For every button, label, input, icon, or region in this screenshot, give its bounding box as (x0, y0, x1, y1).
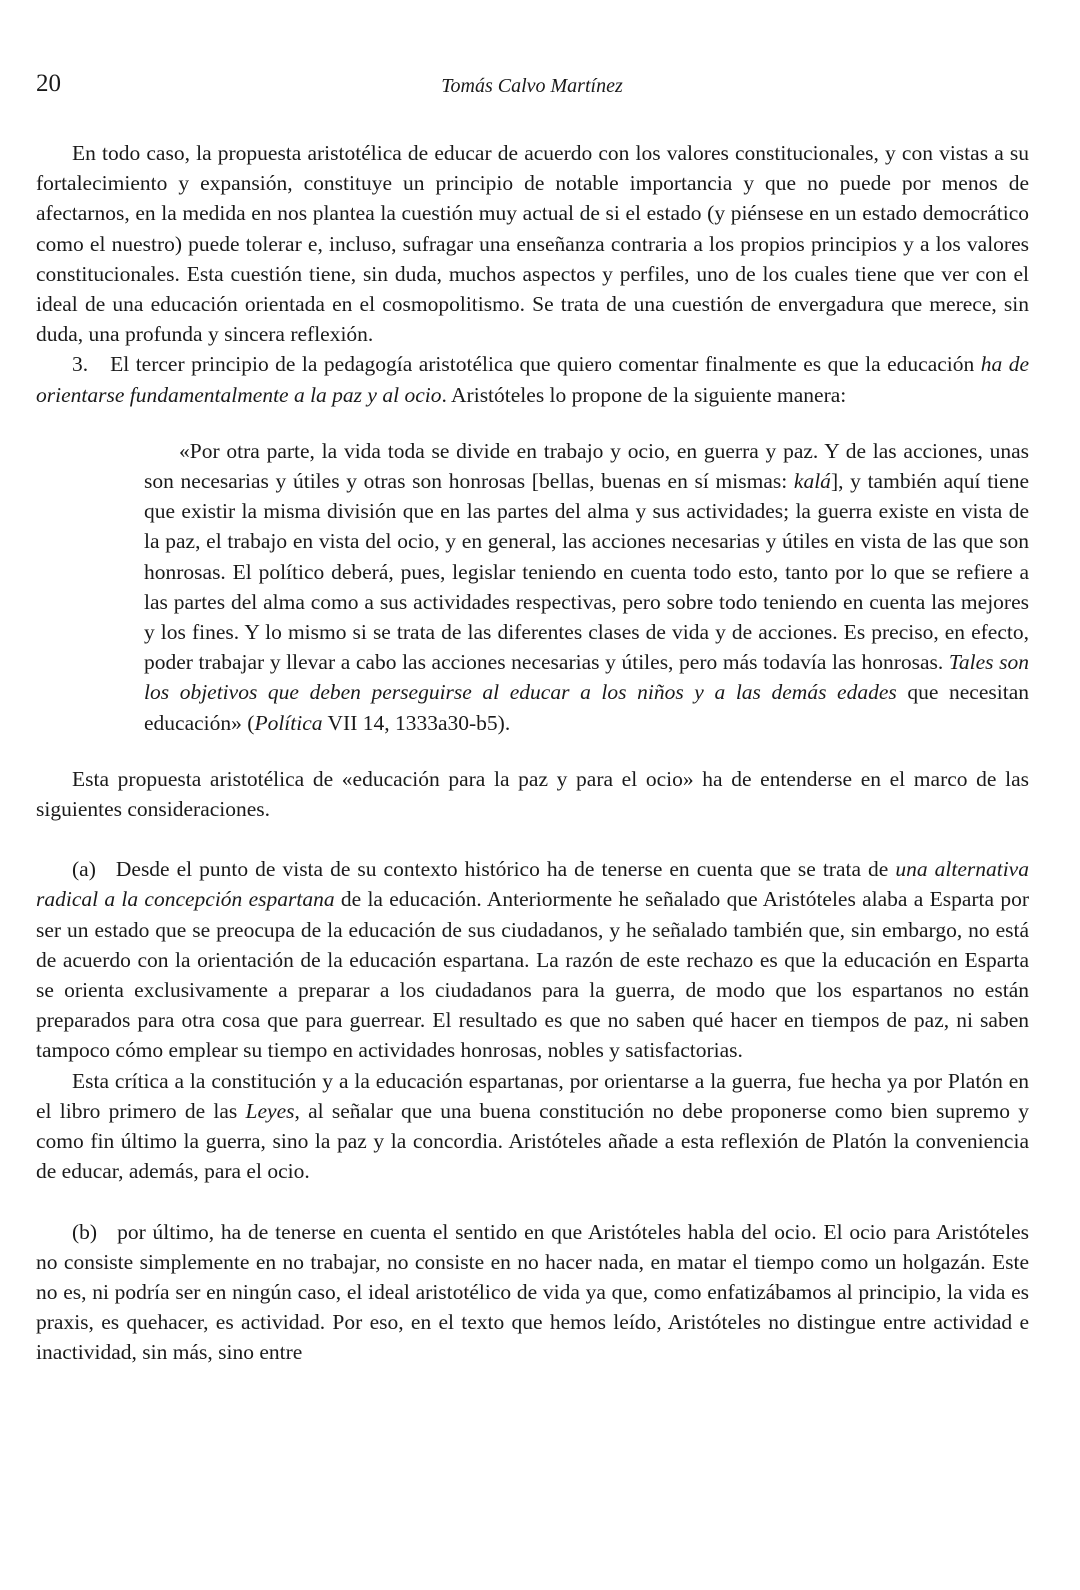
paragraph-text: por último, ha de tenerse en cuenta el sentido en que Aristóteles habla del ocio. El ocio para Aristóteles no consiste simplemente en no trabajar, no consiste en no hacer nada, en matar el tiempo como un holgazán. Este no es, ni podría ser en ningún caso, el ideal aristotélico de vida ya que, como enfatizábamos al principio, la vida es praxis, es quehacer, es actividad. Por eso, en el texto que hemos leído, Aristóteles no distingue entre actividad e inactividad, sin más, sino entre (36, 1219, 1029, 1365)
list-label: (b) (72, 1219, 98, 1244)
paragraph-point-a (36, 854, 1029, 1065)
body-text (36, 138, 1029, 1368)
paragraph-text: El tercer principio de la pedagogía aristotélica que quiero comentar finalmente es que la educación (110, 352, 981, 377)
source-title: Política (254, 710, 323, 735)
paragraph-text: Desde el punto de vista de su contexto histórico ha de tenerse en cuenta que se trata de (115, 857, 896, 882)
paragraph-considerations (36, 764, 1029, 824)
paragraph-text: , al señalar que una buena constitución no debe proponerse como bien supremo y como fin último la guerra, sino la paz y la concordia. Aristóteles añade a esta reflexión de Platón la conveniencia de educar, además, para el ocio. (36, 1098, 1029, 1184)
running-title-author: Tomás Calvo Martínez (441, 75, 623, 97)
list-label: (a) (72, 857, 96, 882)
quote-text: «Por otra parte, la vida toda se divide en trabajo y ocio, en guerra y paz. Y de las acciones, unas son necesarias y útiles y otras son honrosas [bellas, buenas en sí mismas: (144, 438, 1029, 494)
emphasis-text: Tales son los objetivos que deben perseguirse al educar a los niños y a las demás edades (144, 650, 1029, 705)
list-number: 3. (72, 352, 89, 377)
paragraph-text: En todo caso, la propuesta aristotélica de educar de acuerdo con los valores constitucionales, y con vistas a su fortalecimiento y expansión, constituye un principio de notable importancia y que no puede por menos de afectarnos, en la medida en nos plantea la cuestión muy actual de si el estado (y piénsese en un estado democrático como el nuestro) puede tolerar e, incluso, sufragar una enseñanza contraria a los propios principios y a los valores constitucionales. Esta cuestión tiene, sin duda, muchos aspectos y perfiles, uno de los cuales tiene que ver con el ideal de una educación orientada en el cosmopolitismo. Se trata de una cuestión de envergadura que merece, sin duda, una profunda y sincera reflexión. (36, 141, 1029, 347)
emphasis-text: ha de orientarse fundamentalmente a la paz y al ocio (36, 352, 1029, 407)
block-quote-politics (144, 436, 1029, 738)
paragraph-cosmopolitanism (36, 138, 1029, 349)
page-number: 20 (36, 70, 61, 97)
quote-text: que necesitan educación» ( (144, 680, 1030, 735)
greek-term: kalá (793, 469, 831, 494)
paragraph-plato-critique (36, 1066, 1029, 1187)
book-title: Leyes (245, 1098, 295, 1123)
emphasis-text: una alternativa radical a la concepción espartana (36, 857, 1029, 912)
quote-text: ], y también aquí tiene que existir la misma división que en las partes del alma y sus actividades; la guerra existe en vista de la paz, el trabajo en vista del ocio, y en general, las acciones necesarias y útiles en vista de las que son honrosas. El político deberá, pues, legislar teniendo en cuenta todo esto, tanto por lo que se refiere a las partes del alma como a sus actividades respectivas, pero sobre todo teniendo en cuenta las mejores y los fines. Y lo mismo si se trata de las diferentes clases de vida y de acciones. Es preciso, en efecto, poder trabajar y llevar a cabo las acciones necesarias y útiles, pero más todavía las honrosas. (144, 469, 1029, 675)
source-reference: VII 14, 1333a30-b5). (322, 710, 511, 735)
running-head (36, 64, 1028, 104)
paragraph-text: Esta propuesta aristotélica de «educación para la paz y para el ocio» ha de entenderse en el marco de las siguientes consideraciones. (36, 766, 1029, 822)
paragraph-text: Esta crítica a la constitución y a la educación espartanas, por orientarse a la guerra, fue hecha ya por Platón en el libro primero de las (36, 1068, 1029, 1123)
paragraph-text: de la educación. Anteriormente he señalado que Aristóteles alaba a Esparta por ser un estado que se preocupa de la educación de sus ciudadanos, y he señalado también que, sin embargo, no está de acuerdo con la orientación de la educación espartana. La razón de este rechazo es que la educación en Esparta se orienta exclusivamente a preparar a los ciudadanos para la guerra, de modo que los espartanos no están preparados para otra cosa que para guerrear. El resultado es que no saben qué hacer en tiempos de paz, ni saben tampoco cómo emplear su tiempo en actividades honrosas, nobles y satisfactorias. (36, 887, 1029, 1063)
paragraph-point-b (36, 1217, 1029, 1368)
paragraph-third-principle (36, 349, 1029, 409)
paragraph-text: . Aristóteles lo propone de la siguiente manera: (441, 382, 847, 407)
